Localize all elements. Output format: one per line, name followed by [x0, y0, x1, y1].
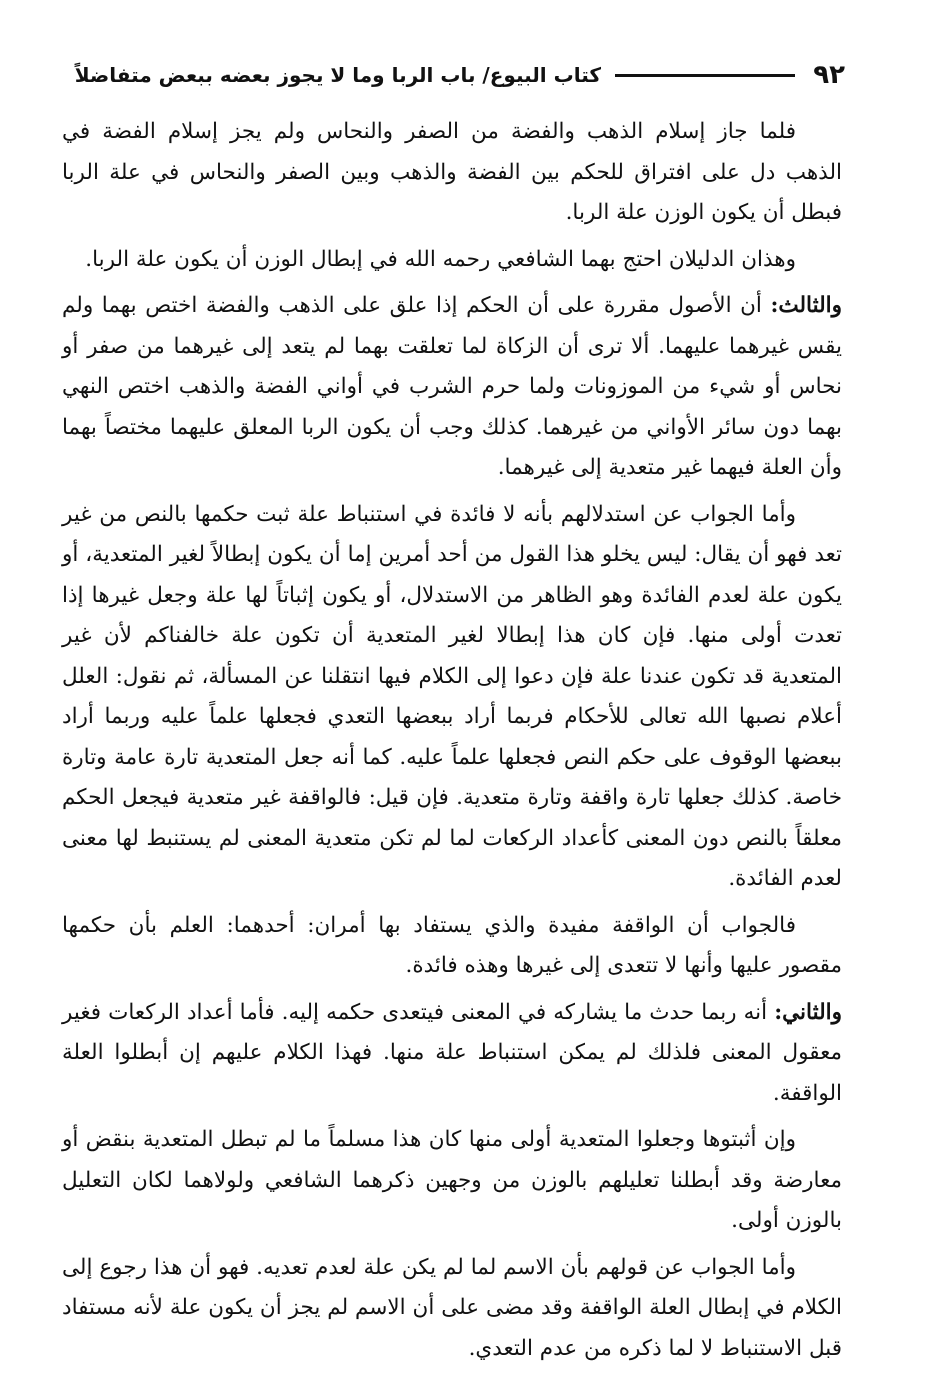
- page-header: [60, 55, 845, 95]
- paragraph-text: أنه ربما حدث ما يشاركه في المعنى فيتعدى حكمه إليه. فأما أعداد الركعات فغير معقول المعنى فلذلك لم يمكن استنباط علة منها. فهذا الكلام عليهم إن أبطلوا العلة الواقفة.: [62, 999, 842, 1106]
- paragraph-text: فالجواب أن الواقفة مفيدة والذي يستفاد بها أمران: أحدهما: العلم بأن حكمها مقصور عليها وأنها لا تتعدى إلى غيرها وهذه فائدة.: [62, 912, 842, 978]
- paragraph-text: وأما الجواب عن استدلالهم بأنه لا فائدة في استنباط علة ثبت حكمها بالنص من غير تعد فهو أن يقال: ليس يخلو هذا القول من أحد أمرين إما أن يكون إبطالاً لغير المتعدية، أو يكون علة لعدم الفائدة وهو الظاهر من الاستدلال، أو يكون إثباتاً لها علة وجعل غيرها إذا تعدت أولى منها. فإن كان هذا إبطالا لغير المتعدية أن تكون علة خالفناكم لأن غير المتعدية قد تكون عندنا علة فإن دعوا إلى الكلام فيها انتقلنا عن المسألة، ثم نقول: العلل أعلام نصبها الله تعالى للأحكام فربما أراد ببعضها التعدي فجعلها علماً عليه وربما أراد ببعضها الوقوف على حكم النص فجعلها علماً عليه. كما أنه جعل المتعدية تارة عامة وتارة خاصة. كذلك جعلها تارة واقفة وتارة متعدية. فإن قيل: فالواقفة غير متعدية فيجعل الحكم معلقاً بالنص دون المعنى كأعداد الركعات لما لم تكن متعدية المعنى لم يستنبط لها معنى لعدم الفائدة.: [62, 501, 842, 891]
- paragraph: [62, 1248, 842, 1370]
- page-number: ٩٢: [813, 60, 845, 90]
- header-rule: [615, 74, 795, 77]
- paragraph-lead: والثاني:: [774, 999, 842, 1025]
- paragraph: [62, 993, 842, 1115]
- paragraph-lead: والثالث:: [770, 293, 842, 318]
- paragraph-text: فلما جاز إسلام الذهب والفضة من الصفر والنحاس ولم يجز إسلام الفضة في الذهب دل على افتراق للحكم بين الفضة والذهب وبين الصفر والنحاس في علة الربا فبطل أن يكون الوزن علة الربا.: [62, 119, 842, 225]
- paragraph: [62, 240, 842, 281]
- page-body: [62, 112, 842, 1375]
- paragraph-text: وهذان الدليلان احتج بهما الشافعي رحمه الله في إبطال الوزن أن يكون علة الربا.: [85, 246, 796, 272]
- paragraph-text: وأما الجواب عن قولهم بأن الاسم لما لم يكن علة لعدم تعديه. فهو أن هذا رجوع إلى الكلام في إبطال العلة الواقفة وقد مضى على أن الاسم لم يجز أن يكون علة لأنه مستفاد قبل الاستنباط لا لما ذكره من عدم التعدي.: [62, 1254, 842, 1361]
- paragraph-text: وإن أثبتوها وجعلوا المتعدية أولى منها كان هذا مسلماً ما لم تبطل المتعدية بنقض أو معارضة وقد أبطلنا تعليلهم بالوزن من وجهين ذكرهما الشافعي ولولاهما لكان التعليل بالوزن أولى.: [62, 1127, 842, 1233]
- paragraph: [62, 286, 842, 489]
- running-title: كتاب البيوع/ باب الربا وما لا يجوز بعضه ببعض متفاضلاً: [74, 63, 601, 87]
- paragraph: [62, 112, 842, 234]
- paragraph: [62, 495, 842, 900]
- paragraph: [62, 1120, 842, 1242]
- paragraph: [62, 906, 842, 987]
- paragraph-text: أن الأصول مقررة على أن الحكم إذا علق على الذهب والفضة اختص بهما ولم يقس غيرهما عليهما. ألا ترى أن الزكاة لما تعلقت بهما لم يتعد إلى غيرهما من صفر أو نحاس أو شيء من الموزونات ولما حرم الشرب في أواني الفضة والذهب اختص النهي بهما دون سائر الأواني من غيرهما. كذلك وجب أن يكون الربا المعلق عليهما مختصاً بهما وأن العلة فيهما غير متعدية إلى غيرهما.: [62, 293, 842, 480]
